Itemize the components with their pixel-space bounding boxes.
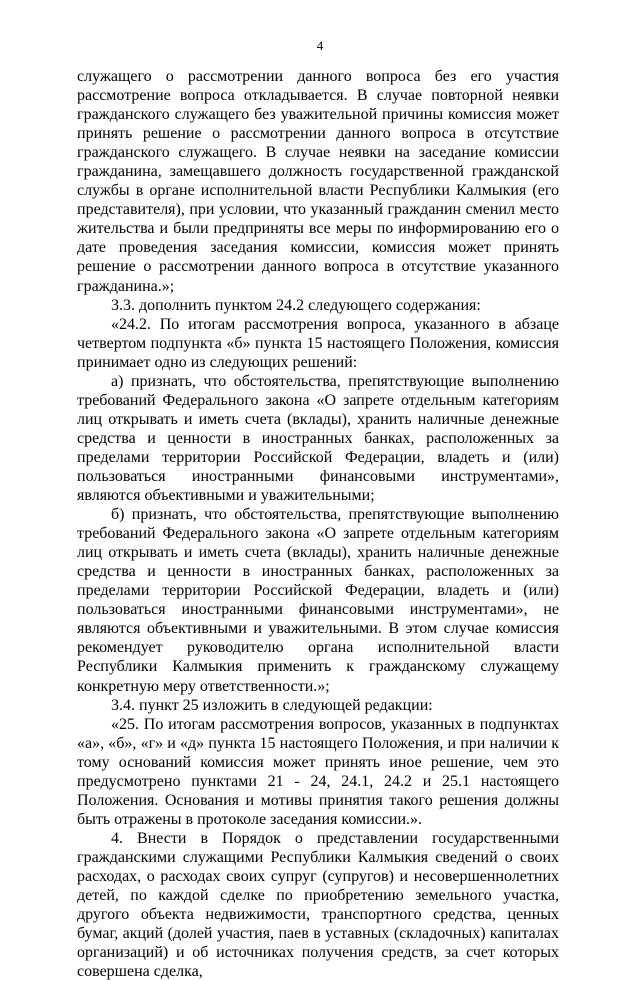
paragraph-continuation: служащего о рассмотрении данного вопроса без его участия рассмотрение вопроса откладывается. В случае повторной неявки гражданского служащего без уважительной причины комиссия может принять решение о рассмотрении данного вопроса в отсутствие гражданского служащего. В случае неявки на заседание комиссии гражданина, замещавшего должность государственной гражданской службы в органе исполнительной власти Республики Калмыкия (его представителя), при условии, что указанный гражданин сменил место жительства и были предприняты все меры по информированию его о дате проведения заседания комиссии, комиссия может принять решение о рассмотрении данного вопроса в отсутствие указанного гражданина.»; (77, 68, 559, 295)
paragraph-item-3-4: 3.4. пункт 25 изложить в следующей редакции: (111, 696, 433, 714)
document-body (77, 67, 559, 981)
paragraph-24-2: «24.2. По итогам рассмотрения вопроса, указанного в абзаце четвертом подпункта «б» пункта 15 настоящего Положения, комиссия принимает одно из следующих решений: (77, 315, 559, 371)
paragraph-item-3-3: 3.3. дополнить пунктом 24.2 следующего содержания: (111, 296, 481, 314)
paragraph-25: «25. По итогам рассмотрения вопросов, указанных в подпунктах «а», «б», «г» и «д» пункта 15 настоящего Положения, и при наличии к тому оснований комиссия может принять иное решение, чем это предусмотрено пунктами 21 - 24, 24.1, 24.2 и 25.1 настоящего Положения. Основания и мотивы принятия такого решения должны быть отражены в протоколе заседания комиссии.». (77, 715, 559, 828)
page-number: 4 (316, 38, 324, 53)
paragraph-item-4: 4. Внести в Порядок о представлении государственными гражданскими служащими Республики Калмыкия сведений о своих расходах, о расходах своих супруг (супругов) и несовершеннолетних детей, по каждой сделке по приобретению земельного участка, другого объекта недвижимости, транспортного средства, ценных бумаг, акций (долей участия, паев в уставных (складочных) капиталах организаций) и об источниках получения средств, за счет которых совершена сделка, (77, 829, 559, 981)
paragraph-subitem-b: б) признать, что обстоятельства, препятствующие выполнению требований Федерального закона «О запрете отдельным категориям лиц открывать и иметь счета (вклады), хранить наличные денежные средства и ценности в иностранных банках, расположенных за пределами территории Российской Федерации, владеть и (или) пользоваться иностранными финансовыми инструментами», не являются объективными и уважительными. В этом случае комиссия рекомендует руководителю органа исполнительной власти Республики Калмыкия применить к гражданскому служащему конкретную меру ответственности.»; (77, 506, 559, 695)
paragraph-subitem-a: а) признать, что обстоятельства, препятствующие выполнению требований Федерального закона «О запрете отдельным категориям лиц открывать и иметь счета (вклады), хранить наличные денежные средства и ценности в иностранных банках, расположенных за пределами территории Российской Федерации, владеть и (или) пользоваться иностранными финансовыми инструментами», являются объективными и уважительными; (77, 372, 559, 505)
